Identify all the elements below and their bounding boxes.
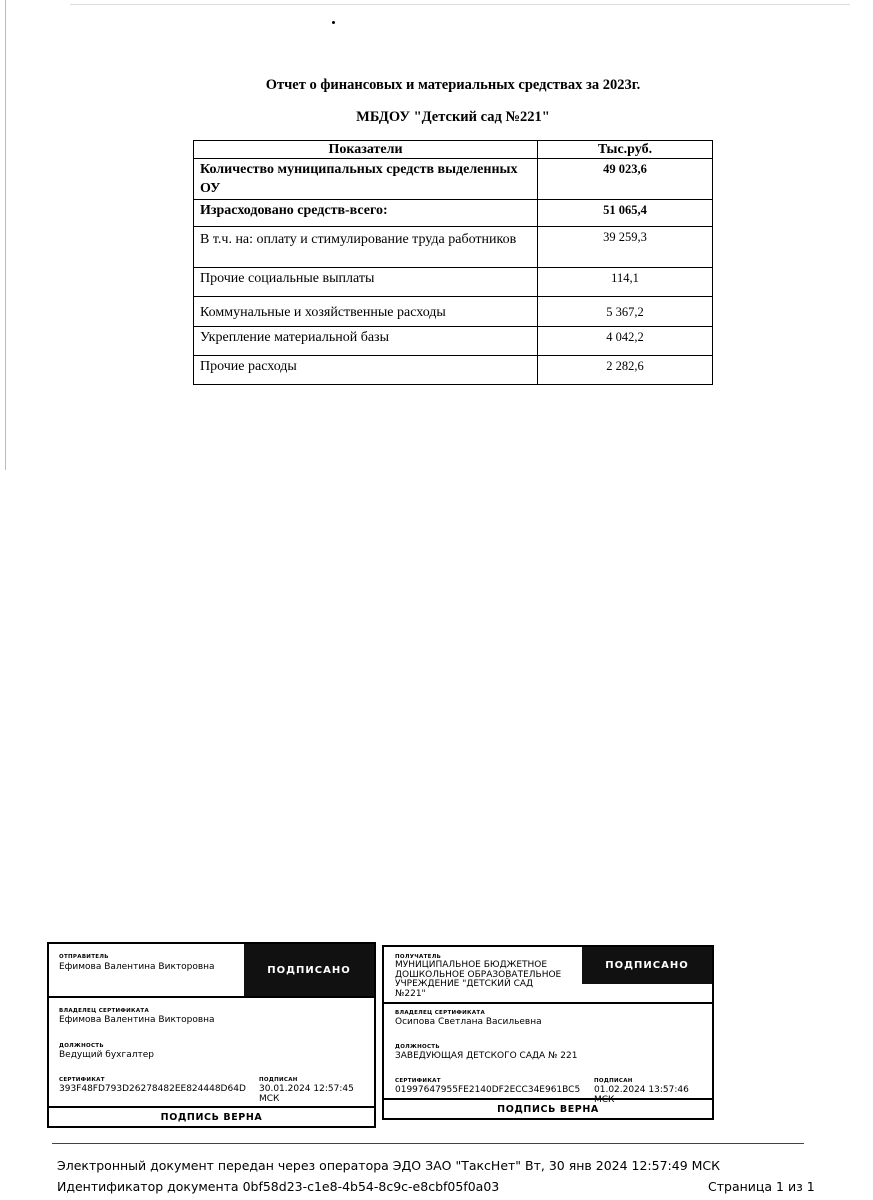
row-label: Прочие расходы [194,356,538,385]
scan-edge-line [5,0,6,470]
scan-speck [332,21,335,24]
position-label: ДОЛЖНОСТЬ [59,1043,104,1049]
cert-owner: Осипова Светлана Васильевна [395,1017,542,1027]
receiver-name: МУНИЦИПАЛЬНОЕ БЮДЖЕТНОЕ ДОШКОЛЬНОЕ ОБРАЗОВАТЕЛЬНОЕ УЧРЕЖДЕНИЕ "ДЕТСКИЙ САД №221" [395,960,562,999]
table-row [194,297,713,327]
signed-badge: ПОДПИСАНО [244,944,374,996]
report-subtitle: МБДОУ "Детский сад №221" [356,109,550,125]
scan-top-line [70,4,850,5]
cert-number: 01997647955FE2140DF2ECC34E961BC5 [395,1085,581,1095]
cert-number: 393F48FD793D26278482EE824448D64D [59,1084,246,1094]
table-row [194,356,713,385]
sender-signature-stamp [47,942,376,1128]
row-label: Количество муниципальных средств выделенных ОУ [194,159,538,200]
stamp-header [384,947,712,1004]
owner-label: ВЛАДЕЛЕЦ СЕРТИФИКАТА [59,1008,150,1014]
row-label: В т.ч. на: оплату и стимулирование труда работников [194,227,538,268]
report-title: Отчет о финансовых и материальных средствах за 2023г. [265,77,641,93]
header-indicators: Показатели [194,141,538,159]
signature-verified: ПОДПИСЬ ВЕРНА [384,1098,712,1118]
row-label: Израсходовано средств-всего: [194,200,538,227]
finance-table [193,140,713,385]
position: ЗАВЕДУЮЩАЯ ДЕТСКОГО САДА № 221 [395,1051,578,1061]
row-value: 39 259,3 [538,227,713,268]
page-number: Страница 1 из 1 [708,1179,815,1194]
row-value: 4 042,2 [538,327,713,356]
row-value: 49 023,6 [538,159,713,200]
position-label: ДОЛЖНОСТЬ [395,1044,440,1050]
table-header-row [194,141,713,159]
sender-role-label: ОТПРАВИТЕЛЬ [59,954,109,960]
row-label: Укрепление материальной базы [194,327,538,356]
cert-label: СЕРТИФИКАТ [395,1078,441,1084]
row-label: Прочие социальные выплаты [194,268,538,297]
row-label: Коммунальные и хозяйственные расходы [194,297,538,327]
row-value: 51 065,4 [538,200,713,227]
row-value: 2 282,6 [538,356,713,385]
row-value: 114,1 [538,268,713,297]
position: Ведущий бухгалтер [59,1050,154,1060]
owner-label: ВЛАДЕЛЕЦ СЕРТИФИКАТА [395,1010,486,1016]
header-amount: Тыс.руб. [538,141,713,159]
signed-label: ПОДПИСАН [259,1077,298,1083]
table-row [194,268,713,297]
footer-divider [52,1143,804,1144]
table-row [194,327,713,356]
signed-label: ПОДПИСАН [594,1078,633,1084]
cert-owner: Ефимова Валентина Викторовна [59,1015,215,1025]
signed-badge: ПОДПИСАНО [582,947,712,984]
receiver-role-label: ПОЛУЧАТЕЛЬ [395,954,442,960]
edo-transfer-note: Электронный документ передан через оператора ЭДО ЗАО "ТаксНет" Вт, 30 янв 2024 12:57:49 МСК [57,1158,721,1173]
sender-name: Ефимова Валентина Викторовна [59,962,215,972]
signed-datetime: 01.02.2024 13:57:46 МСК [594,1085,689,1105]
signature-verified: ПОДПИСЬ ВЕРНА [49,1106,374,1126]
table-row [194,227,713,268]
cert-label: СЕРТИФИКАТ [59,1077,105,1083]
table-row [194,200,713,227]
row-value: 5 367,2 [538,297,713,327]
receiver-signature-stamp [382,945,714,1120]
stamp-header [49,944,374,998]
document-id: Идентификатор документа 0bf58d23-c1e8-4b54-8c9c-e8cbf05f0a03 [57,1179,500,1194]
table-row [194,159,713,200]
signed-datetime: 30.01.2024 12:57:45 МСК [259,1084,354,1104]
